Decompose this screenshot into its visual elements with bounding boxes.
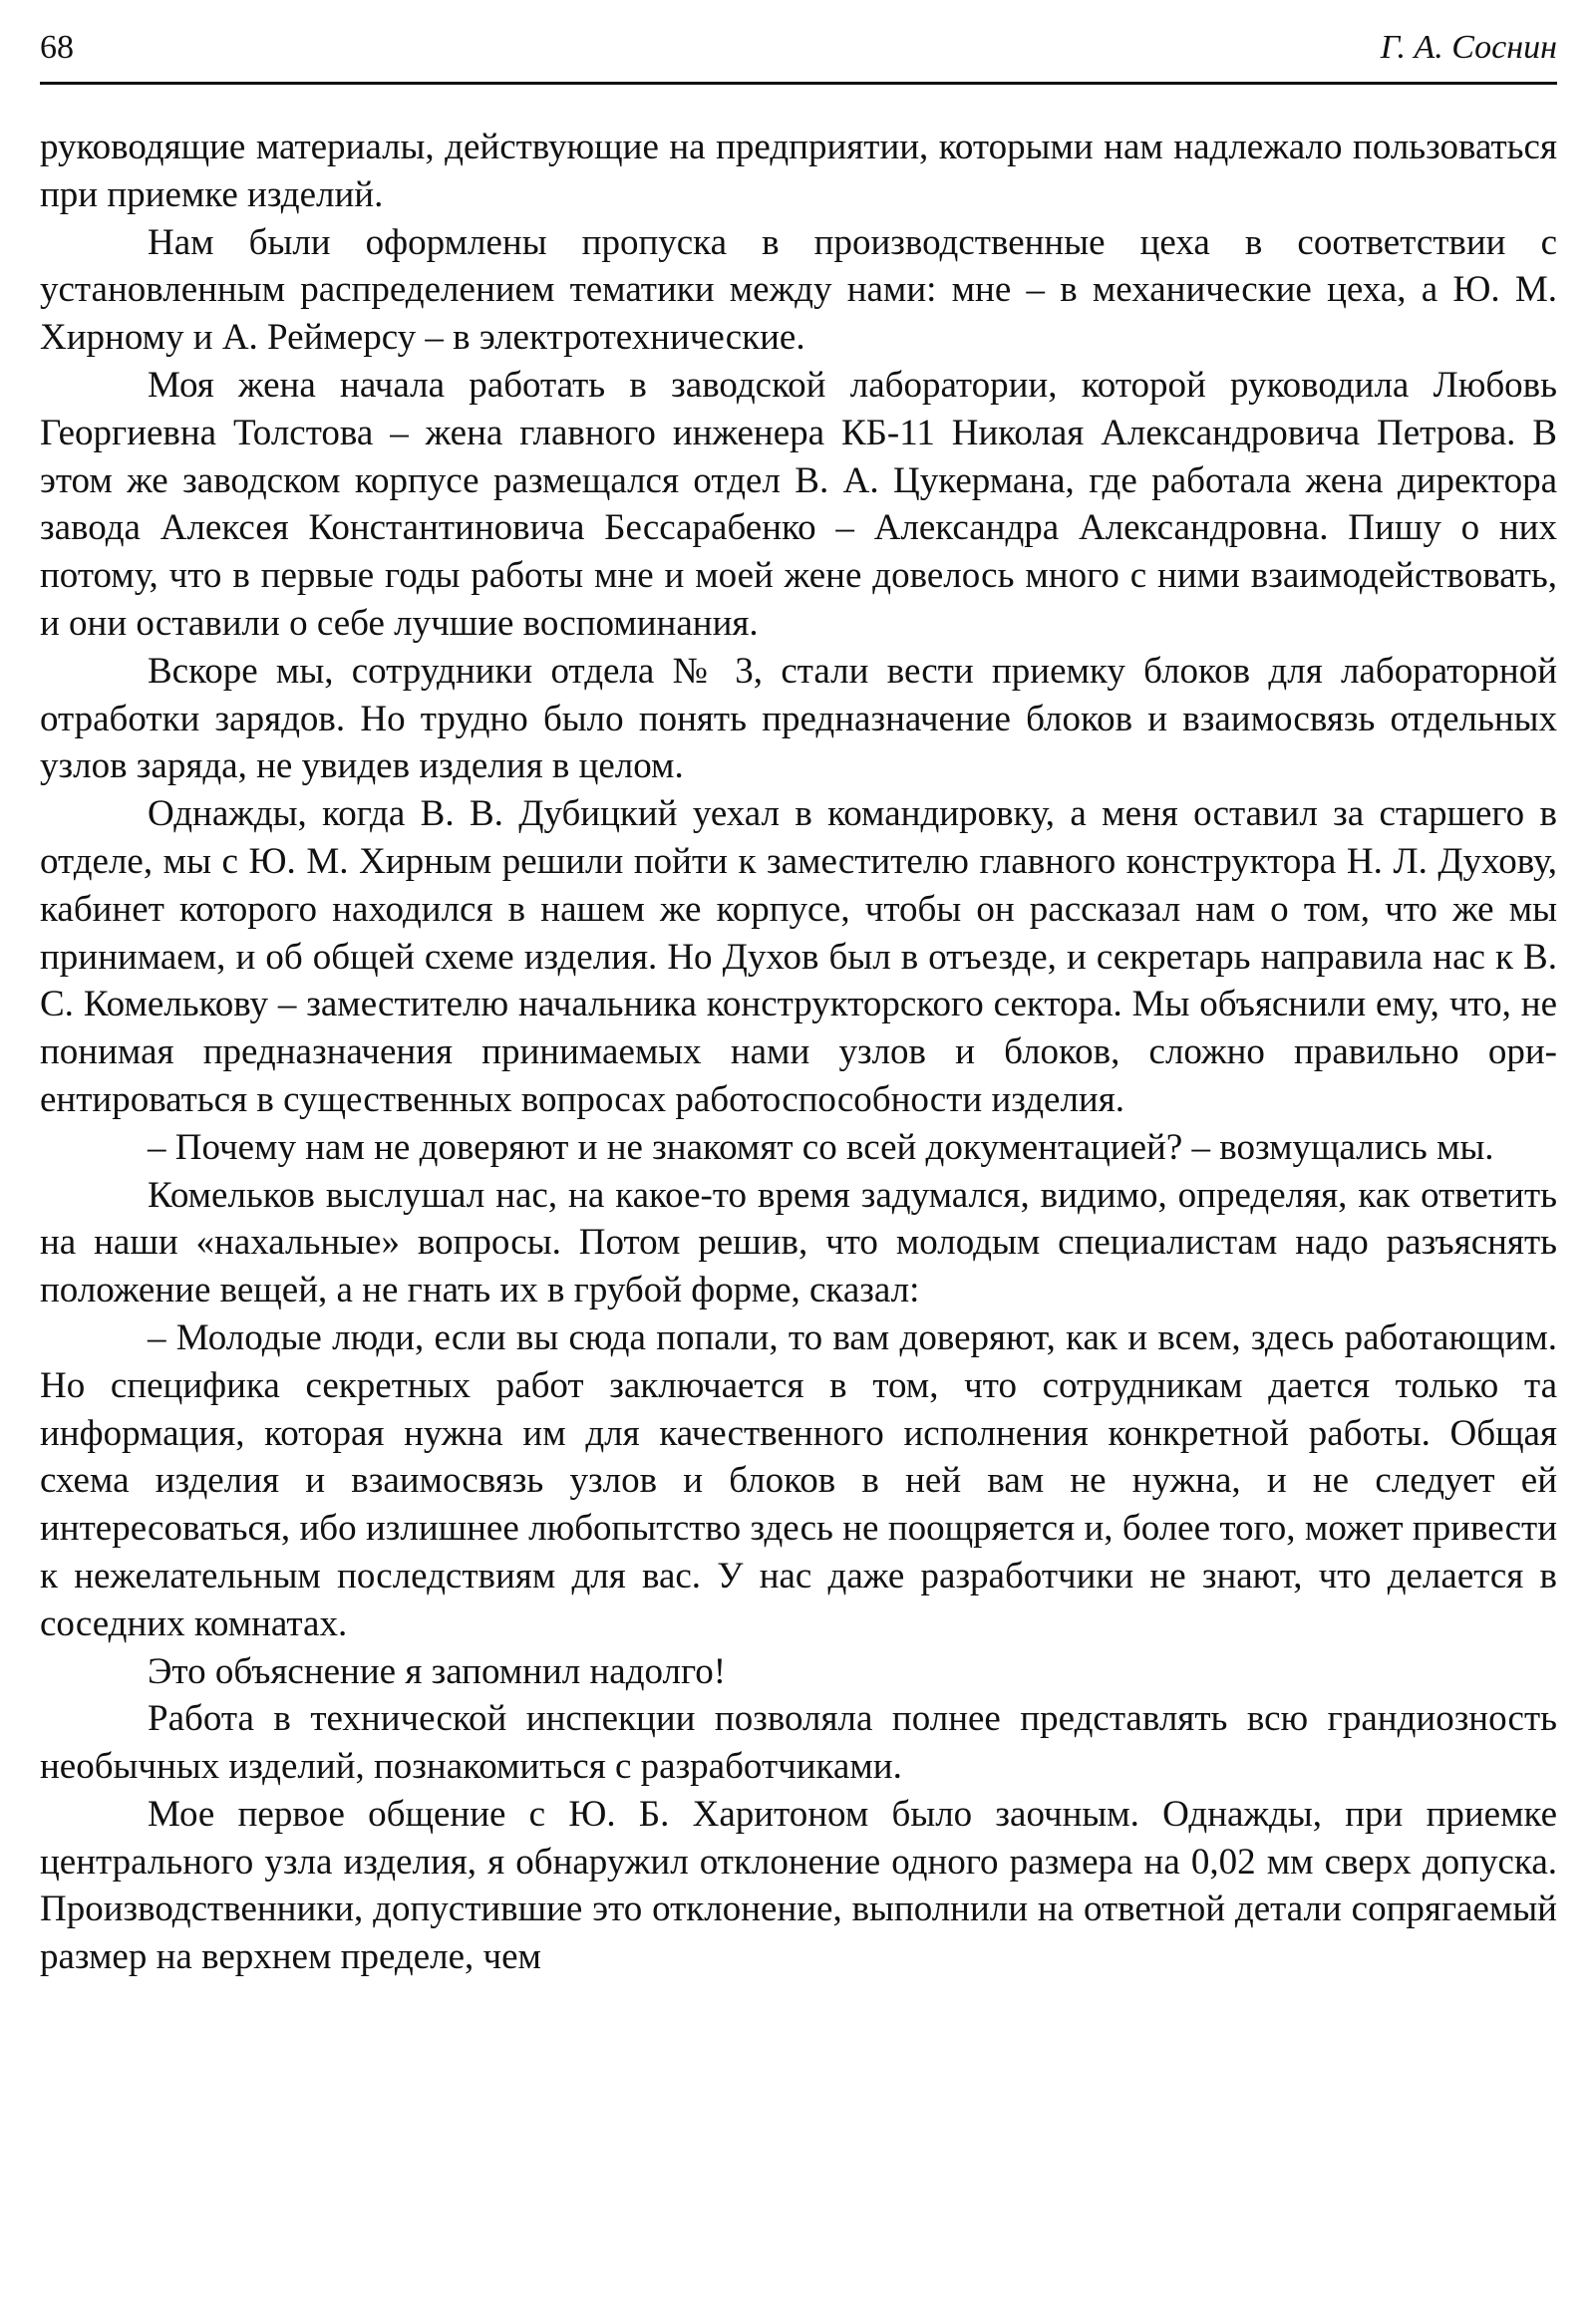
page-header [40, 22, 1557, 72]
paragraph: руководящие материалы, действующие на предприятии, которыми нам надлежало пользоваться при приемке изделий. [40, 127, 1557, 215]
paragraph: – Почему нам не доверяют и не знакомят со всей документацией? – возмущались мы. [148, 1126, 1494, 1168]
paragraph: Нам были оформлены пропуска в производственные цеха в соответствии с установленным распределением тематики между нами: мне – в механические цеха, а Ю. М. Хирному и А. Реймерсу – в электротехнические. [40, 221, 1557, 359]
header-rule [40, 82, 1557, 85]
paragraph: Работа в технической инспекции позволяла полнее представлять всю грандиозность необычных изделий, познакомиться с разработчиками. [40, 1698, 1557, 1788]
paragraph: Это объяснение я запомнил надолго! [148, 1650, 727, 1692]
paragraph: Мое первое общение с Ю. Б. Харитоном было заочным. Однажды, при приемке центрального узла изделия, я обнаружил отклонение одного размера на 0,02 мм сверх допуска. Производственники, допустившие это отклонение, выполнили на ответной детали сопрягаемый размер на верхнем пределе, чем [40, 1793, 1557, 1978]
paragraph: Моя жена начала работать в заводской лаборатории, которой руководила Любовь Георгиевна Толстова – жена главного инженера КБ-11 Николая Александровича Петрова. В этом же заводском корпусе размещался отдел В. А. Цукермана, где работала жена директора завода Алексея Константиновича Бессарабенко – Александра Александровна. Пишу о них потому, что в первые годы работы мне и моей жене довелось много с ними взаимодействовать, и они оставили о себе лучшие воспоминания. [40, 364, 1557, 644]
paragraph: Комельков выслушал нас, на какое-то время задумался, видимо, определяя, как ответить на наши «нахальные» вопросы. Потом решив, что молодым специалистам надо разъяснять положение вещей, а не гнать их в грубой форме, сказал: [40, 1174, 1557, 1311]
paragraph: – Молодые люди, если вы сюда попали, то вам доверяют, как и всем, здесь работающим. Но специфика секретных работ заключается в том, что сотрудникам дается только та информация, которая нужна им для качественного исполнения конкретной работы. Общая схема изделия и взаимосвязь узлов и блоков в ней вам не нужна, и не следует ей интересоваться, ибо излишнее любопытство здесь не поощряется и, более того, может привести к нежелательным последствиям для вас. У нас даже разработчики не знают, что делается в соседних комнатах. [40, 1316, 1557, 1644]
paragraph: Однажды, когда В. В. Дубицкий уехал в командировку, а меня оставил за старшего в отделе, мы с Ю. М. Хирным решили пойти к заместителю главного конструктора Н. Л. Духову, кабинет которого находился в нашем же корпусе, чтобы он рассказал нам о том, что же мы принимаем, и об общей схеме изделия. Но Духов был в отъезде, и секретарь направила нас к В. С. Комелькову – заместителю начальника конструкторского сектора. Мы объяснили ему, что, не понимая предназначения принимаемых нами узлов и блоков, сложно правильно ориентироваться в существенных вопросах работоспособности изделия. [40, 793, 1557, 1120]
running-head-author: Г. А. Соснин [1380, 29, 1557, 66]
page-number: 68 [40, 29, 74, 66]
body-text [40, 124, 1557, 1981]
paragraph: Вскоре мы, сотрудники отдела № 3, стали вести приемку блоков для лабораторной отработки зарядов. Но трудно было понять предназначение блоков и взаимосвязь отдельных узлов заряда, не увидев изделия в целом. [40, 650, 1557, 787]
book-page [40, 0, 1557, 2324]
